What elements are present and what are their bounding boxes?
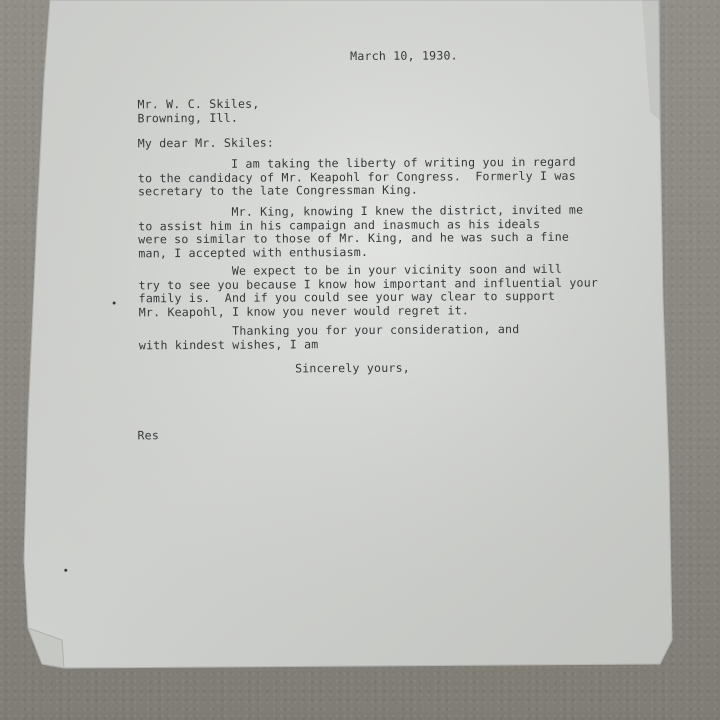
letter-date: March 10, 1930. bbox=[350, 48, 458, 64]
salutation: My dear Mr. Skiles: bbox=[137, 135, 275, 151]
paper-speck bbox=[64, 569, 67, 572]
complimentary-close: Sincerely yours, bbox=[295, 360, 410, 376]
paragraph-3: We expect to be in your vicinity soon and will try to see you because I know how important and influential your family is. And if you could see your way clear to support Mr. Keapohl, I know you never would regret it. bbox=[138, 261, 599, 319]
paragraph-4: Thanking you for your consideration, and with kindest wishes, I am bbox=[138, 322, 520, 352]
paragraph-2: Mr. King, knowing I knew the district, invited me to assist him in his campaign and inasmuch as his ideals were so similar to those of Mr. King, and he was such a fine man, I accepted with enthusiasm. bbox=[138, 202, 584, 260]
recipient-location: Browning, Ill. bbox=[137, 110, 239, 126]
ink-speck bbox=[113, 301, 116, 304]
typist-initials: Res bbox=[137, 428, 160, 443]
recipient-name: Mr. W. C. Skiles, bbox=[137, 96, 260, 112]
paragraph-1: I am taking the liberty of writing you in regard to the candidacy of Mr. Keapohl for Congress. Formerly I was secretary to the late Congressman King. bbox=[137, 154, 576, 199]
